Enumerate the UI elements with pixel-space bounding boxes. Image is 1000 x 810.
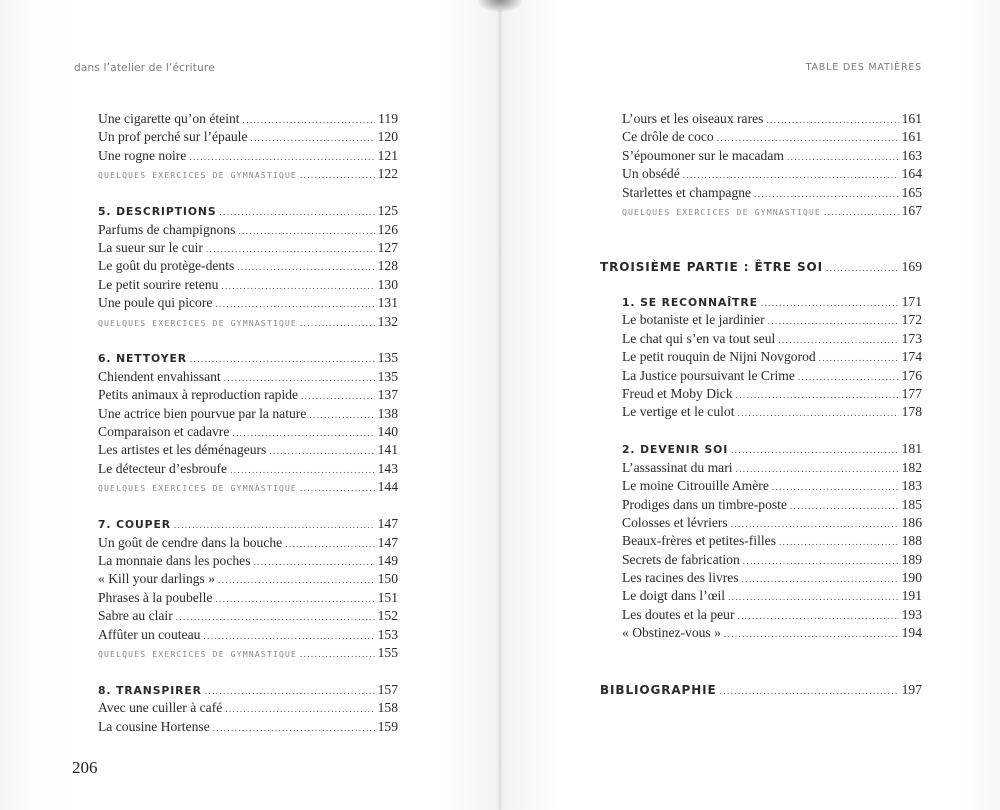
entry-title: Un obsédé (622, 166, 680, 182)
dot-leader (717, 129, 899, 147)
dot-leader (731, 441, 898, 459)
bibliography-title: BIBLIOGRAPHIE (600, 683, 717, 697)
toc-entry (622, 624, 922, 642)
entry-title: Une poule qui picore (98, 295, 213, 311)
toc-entry (98, 294, 398, 312)
entry-page: 150 (377, 571, 398, 587)
toc-right-top (622, 110, 922, 220)
dot-leader (787, 148, 899, 166)
dot-leader (220, 203, 375, 221)
entry-title: La Justice poursuivant le Crime (622, 367, 795, 383)
entry-page: 178 (901, 404, 922, 420)
toc-entry (622, 330, 922, 348)
dot-leader (225, 700, 374, 718)
entry-title: Le goût du protège-dents (98, 258, 235, 274)
part-heading (600, 258, 922, 276)
entry-page: 119 (378, 111, 398, 126)
toc-entry (622, 147, 922, 165)
entry-title: 1. SE RECONNAÎTRE (622, 296, 758, 309)
page-number: 206 (72, 758, 98, 777)
dot-leader (766, 111, 898, 129)
entry-page: 174 (901, 349, 922, 365)
toc-entry (622, 587, 922, 605)
entry-title: Le détecteur d’esbroufe (98, 460, 228, 476)
toc-chapter-entry (98, 515, 398, 533)
dot-leader (300, 314, 375, 332)
entry-title: Le moine Citrouille Amère (622, 478, 769, 494)
section-gap (622, 422, 922, 441)
entry-page: 177 (901, 385, 922, 401)
entry-title: Avec une cuiller à café (98, 700, 223, 716)
entry-title: L’assassinat du mari (622, 459, 733, 475)
toc-entry (622, 496, 922, 514)
dot-leader (819, 349, 899, 367)
toc-entry (622, 532, 922, 550)
toc-chapter-entry (622, 440, 922, 458)
running-head-right: TABLE DES MATIÈRES (805, 62, 922, 73)
dot-leader (215, 590, 374, 608)
part-title: TROISIÈME PARTIE : ÊTRE SOI (600, 260, 824, 274)
toc-entry (98, 221, 398, 239)
entry-page: 183 (901, 478, 922, 494)
entry-title: Les racines des livres (622, 570, 739, 586)
toc-entry (622, 459, 922, 477)
toc-entry (98, 257, 398, 275)
toc-entry (622, 514, 922, 532)
toc-entry (622, 110, 922, 128)
toc-entry (98, 718, 398, 736)
entry-title: QUELQUES EXERCICES DE GYMNASTIQUE (98, 483, 297, 494)
dot-leader (742, 570, 899, 588)
section-gap (98, 331, 398, 350)
dot-leader (778, 331, 898, 349)
toc-entry (98, 405, 398, 423)
entry-page: 132 (377, 313, 398, 329)
entry-title: Le petit sourire retenu (98, 276, 219, 292)
entry-page: 149 (377, 552, 398, 568)
entry-title: Secrets de fabrication (622, 551, 740, 567)
entry-title: « Obstinez-vous » (622, 625, 721, 641)
entry-title: 8. TRANSPIRER (98, 683, 202, 697)
entry-title: Starlettes et champagne (622, 184, 752, 200)
dot-leader (189, 148, 374, 166)
entry-page: 182 (901, 459, 922, 475)
entry-title: Une actrice bien pourvue par la nature (98, 405, 307, 421)
toc-exercise-entry (98, 644, 398, 662)
entry-title: Le chat qui s’en va tout seul (622, 330, 776, 346)
entry-title: Les artistes et les déménageurs (98, 442, 267, 458)
entry-title: QUELQUES EXERCICES DE GYMNASTIQUE (98, 170, 297, 181)
entry-page: 181 (901, 441, 922, 457)
toc-entry (98, 441, 398, 459)
dot-leader (736, 386, 899, 404)
dot-leader (224, 369, 375, 387)
toc-entry (622, 128, 922, 146)
entry-page: 186 (901, 514, 922, 530)
dot-leader (683, 166, 899, 184)
dot-leader (300, 645, 375, 663)
dot-leader (768, 312, 899, 330)
dot-leader (250, 129, 374, 147)
toc-entry (622, 403, 922, 421)
toc-exercise-entry (98, 165, 398, 183)
dot-leader (269, 442, 374, 460)
toc-entry (98, 552, 398, 570)
entry-page: 152 (377, 608, 398, 624)
toc-chapter-entry (98, 349, 398, 367)
toc-entry (98, 147, 398, 165)
entry-page: 165 (901, 184, 922, 200)
dot-leader (790, 497, 899, 515)
entry-page: 158 (377, 700, 398, 716)
toc-entry (98, 368, 398, 386)
entry-title: S’époumoner sur le macadam (622, 147, 784, 163)
dot-leader (221, 277, 374, 295)
entry-title: Un prof perché sur l’épaule (98, 129, 248, 145)
entry-page: 141 (377, 442, 398, 458)
dot-leader (720, 682, 899, 700)
toc-entry (98, 128, 398, 146)
toc-entry (98, 386, 398, 404)
entry-title: Affûter un couteau (98, 626, 201, 642)
entry-page: 147 (377, 534, 398, 550)
entry-page: 194 (901, 625, 922, 641)
entry-page: 137 (377, 387, 398, 403)
entry-page: 176 (901, 367, 922, 383)
toc-entry (98, 423, 398, 441)
entry-title: Une rogne noire (98, 147, 187, 163)
entry-page: 190 (901, 570, 922, 586)
entry-page: 193 (901, 606, 922, 622)
toc-entry (98, 699, 398, 717)
entry-title: 2. DEVENIR SOI (622, 443, 729, 457)
entry-title: Une cigarette qu’on éteint (98, 111, 240, 126)
entry-page: 140 (377, 424, 398, 440)
toc-bibliography-entry (600, 681, 922, 699)
dot-leader (300, 479, 375, 497)
entry-page: 188 (901, 533, 922, 549)
entry-title: QUELQUES EXERCICES DE GYMNASTIQUE (98, 317, 297, 328)
dot-leader (176, 608, 375, 626)
dot-leader (737, 404, 898, 422)
entry-title: Sabre au clair (98, 608, 173, 624)
entry-page: 131 (377, 295, 398, 311)
entry-page: 172 (901, 312, 922, 328)
entry-title: Colosses et lévriers (622, 514, 728, 530)
dot-leader (731, 515, 899, 533)
entry-page: 159 (377, 718, 398, 734)
dot-leader (230, 461, 375, 479)
entry-title: Comparaison et cadavre (98, 424, 230, 440)
entry-title: QUELQUES EXERCICES DE GYMNASTIQUE (98, 648, 297, 659)
entry-title: La monnaie dans les poches (98, 552, 251, 568)
entry-title: « Kill your darlings » (98, 571, 216, 587)
section-gap (98, 662, 398, 681)
dot-leader (779, 533, 899, 551)
entry-page: 121 (377, 147, 398, 163)
entry-title: L’ours et les oiseaux rares (622, 111, 764, 126)
entry-title: 7. COUPER (98, 518, 171, 532)
toc-part-entry (600, 258, 922, 276)
dot-leader (174, 516, 375, 534)
dot-leader (736, 460, 899, 478)
entry-page: 155 (377, 644, 398, 660)
dot-leader (826, 259, 899, 277)
entry-title: Freud et Moby Dick (622, 385, 733, 401)
toc-entry (622, 165, 922, 183)
entry-title: QUELQUES EXERCICES DE GYMNASTIQUE (622, 206, 821, 217)
toc-entry (98, 570, 398, 588)
entry-title: La sueur sur le cuir (98, 239, 203, 255)
entry-page: 147 (377, 516, 398, 532)
dot-leader (761, 294, 899, 312)
entry-title: Prodiges dans un timbre-poste (622, 496, 787, 512)
bibliography-heading (600, 681, 922, 699)
toc-entry (98, 276, 398, 294)
entry-title: Beaux-frères et petites-filles (622, 533, 776, 549)
entry-title: Le vertige et le culot (622, 404, 735, 420)
toc-chapter-entry (98, 681, 398, 699)
entry-page: 161 (901, 129, 922, 145)
entry-page: 120 (377, 129, 398, 145)
dot-leader (309, 406, 374, 424)
entry-page: 127 (377, 239, 398, 255)
toc-exercise-entry (622, 202, 922, 220)
entry-title: Phrases à la poubelle (98, 589, 213, 605)
dot-leader (743, 552, 899, 570)
entry-page: 157 (377, 681, 398, 697)
toc-entry (98, 626, 398, 644)
entry-page: 173 (901, 330, 922, 346)
dot-leader (238, 222, 374, 240)
entry-page: 151 (377, 589, 398, 605)
toc-entry (622, 477, 922, 495)
entry-title: Un goût de cendre dans la bouche (98, 534, 283, 550)
toc-entry (622, 184, 922, 202)
dot-leader (738, 607, 899, 625)
dot-leader (728, 588, 899, 606)
entry-title: Ce drôle de coco (622, 129, 714, 145)
dot-leader (232, 424, 374, 442)
entry-page: 128 (377, 258, 398, 274)
toc-entry (622, 606, 922, 624)
entry-title: Les doutes et la peur (622, 606, 735, 622)
dot-leader (724, 625, 899, 643)
dot-leader (772, 478, 899, 496)
entry-page: 164 (901, 166, 922, 182)
bibliography-page: 197 (901, 682, 922, 697)
toc-entry (622, 385, 922, 403)
entry-page: 171 (901, 294, 922, 309)
entry-title: Le petit rouquin de Nijni Novgorod (622, 349, 816, 365)
entry-title: Chiendent envahissant (98, 368, 221, 384)
toc-entry (622, 569, 922, 587)
binding-crease (478, 0, 522, 12)
dot-leader (285, 535, 374, 553)
toc-entry (98, 239, 398, 257)
entry-page: 130 (377, 276, 398, 292)
entry-page: 135 (377, 368, 398, 384)
toc-entry (98, 460, 398, 478)
entry-page: 126 (377, 221, 398, 237)
entry-title: Parfums de champignons (98, 221, 236, 237)
dot-leader (301, 387, 375, 405)
dot-leader (213, 719, 375, 737)
dot-leader (300, 166, 375, 184)
entry-page: 153 (377, 626, 398, 642)
section-gap (98, 497, 398, 516)
part-page: 169 (901, 259, 922, 274)
entry-title: Petits animaux à reproduction rapide (98, 387, 299, 403)
toc-exercise-entry (98, 313, 398, 331)
dot-leader (824, 203, 899, 221)
entry-page: 135 (377, 350, 398, 366)
entry-page: 185 (901, 496, 922, 512)
entry-page: 144 (377, 479, 398, 495)
entry-page: 138 (377, 405, 398, 421)
entry-title: Le doigt dans l’œil (622, 588, 726, 604)
toc-entry (622, 367, 922, 385)
toc-entry (98, 607, 398, 625)
entry-title: La cousine Hortense (98, 718, 210, 734)
entry-page: 163 (901, 147, 922, 163)
toc-entry (98, 589, 398, 607)
dot-leader (798, 368, 899, 386)
toc-entry (622, 551, 922, 569)
running-head-left: dans l’atelier de l’écriture (74, 62, 215, 74)
dot-leader (190, 350, 375, 368)
entry-title: 6. NETTOYER (98, 352, 187, 366)
entry-page: 143 (377, 460, 398, 476)
entry-page: 191 (901, 588, 922, 604)
entry-page: 161 (901, 111, 922, 126)
dot-leader (237, 258, 374, 276)
entry-page: 125 (377, 203, 398, 219)
toc-entry (98, 110, 398, 128)
section-gap (98, 184, 398, 203)
dot-leader (754, 185, 899, 203)
toc-entry (622, 311, 922, 329)
toc-exercise-entry (98, 478, 398, 496)
dot-leader (254, 553, 375, 571)
dot-leader (243, 111, 376, 129)
entry-title: 5. DESCRIPTIONS (98, 205, 217, 219)
toc-right-bottom (622, 293, 922, 643)
dot-leader (218, 571, 375, 589)
dot-leader (205, 682, 375, 700)
dot-leader (206, 240, 375, 258)
toc-chapter-entry (98, 202, 398, 220)
entry-title: Le botaniste et le jardinier (622, 312, 765, 328)
dot-leader (203, 627, 374, 645)
toc-left-column (98, 110, 398, 736)
toc-entry (98, 534, 398, 552)
toc-chapter-entry (622, 293, 922, 311)
toc-entry (622, 348, 922, 366)
dot-leader (215, 295, 374, 313)
entry-page: 167 (901, 202, 922, 218)
entry-page: 122 (377, 166, 398, 182)
entry-page: 189 (901, 551, 922, 567)
